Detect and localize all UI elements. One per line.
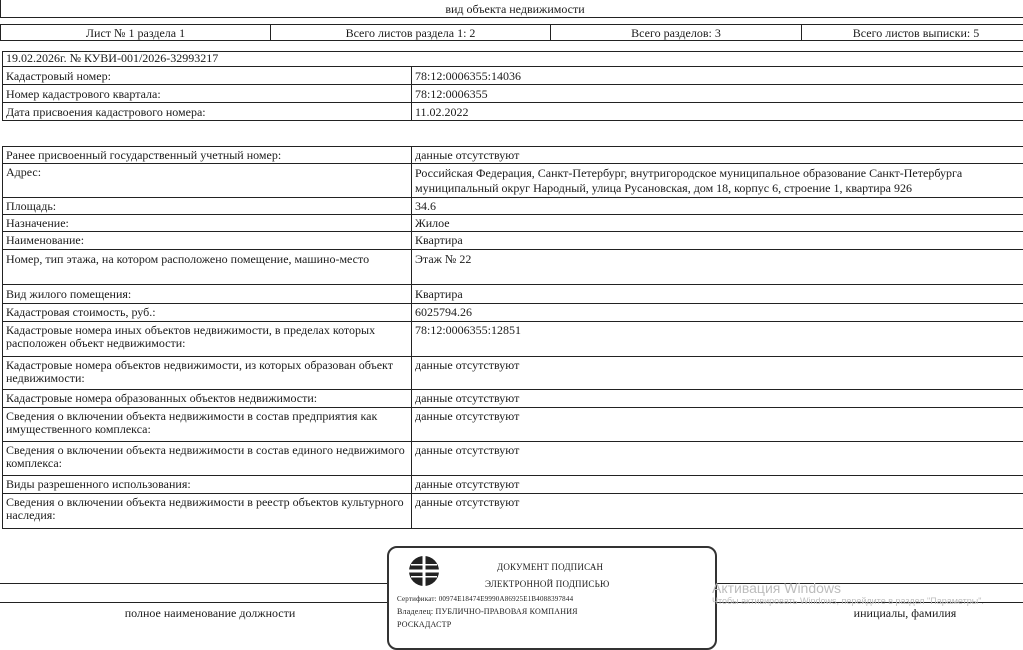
- detail-row-value: [411, 197, 1023, 215]
- sections-total-cell: [550, 24, 802, 41]
- parent-objects-value: 78:12:0006355:12851: [415, 323, 522, 337]
- detail-row-label: [2, 493, 412, 529]
- detail-row-value: [411, 407, 1023, 442]
- sheets-total-cell: [801, 24, 1023, 41]
- detail-row-label: [2, 321, 412, 357]
- detail-row-label: [2, 214, 412, 232]
- detail-row-label: [2, 356, 412, 390]
- detail-row-label: [2, 284, 412, 304]
- premises-type-label: Вид жилого помещения:: [6, 287, 132, 301]
- detail-row-label: [2, 303, 412, 322]
- assign-date-value-cell: [411, 102, 1023, 121]
- e-signature-stamp: [387, 546, 717, 650]
- detail-row-label: [2, 407, 412, 442]
- purpose-label: Назначение:: [6, 216, 69, 230]
- assign-date-label-cell: [2, 102, 412, 121]
- purpose-value: Жилое: [415, 216, 450, 230]
- detail-row-value: [411, 284, 1023, 304]
- name-value: Квартира: [415, 233, 463, 247]
- permitted-use-label: Виды разрешенного использования:: [6, 477, 191, 491]
- position-label: полное наименование должности: [124, 606, 296, 620]
- cultural-heritage-label: Сведения о включении объекта недвижимости в реестр объектов культурного наследия:: [6, 495, 404, 522]
- detail-row-label: [2, 475, 412, 494]
- cultural-heritage-value: данные отсутствуют: [415, 495, 520, 509]
- cadastral-number-label: Кадастровый номер:: [6, 69, 111, 83]
- prior-number-value: данные отсутствуют: [415, 148, 520, 162]
- date-number-cell: [2, 51, 1023, 66]
- enterprise-complex-label: Сведения о включении объекта недвижимости в состав предприятия как имущественного комплекса:: [6, 409, 378, 436]
- detail-row-value: [411, 389, 1023, 408]
- derived-objects-label: Кадастровые номера образованных объектов недвижимости:: [6, 391, 318, 405]
- cadastral-value-label: Кадастровая стоимость, руб.:: [6, 305, 156, 319]
- signed-line1: ДОКУМЕНТ ПОДПИСАН: [497, 562, 604, 572]
- detail-row-value: [411, 303, 1023, 322]
- detail-row-value: [411, 231, 1023, 250]
- floor-label: Номер, тип этажа, на котором расположено помещение, машино-место: [6, 252, 370, 266]
- cadastral-number-value: 78:12:0006355:14036: [415, 69, 522, 83]
- assign-date-label: Дата присвоения кадастрового номера:: [6, 105, 206, 119]
- parent-objects-label: Кадастровые номера иных объектов недвижимости, в пределах которых расположен объект недвижимости:: [6, 323, 376, 350]
- detail-row-label: [2, 197, 412, 215]
- cadastral-number-label-cell: [2, 66, 412, 85]
- activation-watermark-text: Чтобы активировать Windows, перейдите в раздел "Параметры".: [712, 596, 984, 606]
- detail-row-value: [411, 441, 1023, 476]
- detail-row-value: [411, 321, 1023, 357]
- derived-objects-value: данные отсутствуют: [415, 391, 520, 405]
- activation-watermark-title: Активация Windows: [712, 580, 842, 596]
- sheets-total: Всего листов выписки: 5: [852, 26, 980, 40]
- object-type-label: вид объекта недвижимости: [445, 2, 585, 16]
- permitted-use-value: данные отсутствуют: [415, 477, 520, 491]
- cadastral-number-value-cell: [411, 66, 1023, 85]
- detail-row-value: [411, 163, 1023, 198]
- date-number: 19.02.2026г. № КУВИ-001/2026-32993217: [6, 51, 219, 65]
- prior-number-label: Ранее присвоенный государственный учетный номер:: [6, 148, 282, 162]
- detail-row-label: [2, 441, 412, 476]
- certificate-line: Сертификат: 00974E18474E9990A86925E1B4088397844: [397, 595, 574, 603]
- assign-date-value: 11.02.2022: [415, 105, 469, 119]
- detail-row-value: [411, 214, 1023, 232]
- sections-total: Всего разделов: 3: [631, 26, 721, 40]
- detail-row-label: [2, 389, 412, 408]
- source-objects-value: данные отсутствуют: [415, 358, 520, 372]
- detail-row-label: [2, 249, 412, 285]
- sheet-label-cell: [0, 24, 271, 41]
- name-label: инициалы, фамилия: [853, 606, 957, 620]
- quarter-number-label-cell: [2, 84, 412, 103]
- name-label: Наименование:: [6, 233, 85, 247]
- detail-row-label: [2, 231, 412, 250]
- quarter-number-value-cell: [411, 84, 1023, 103]
- detail-row-value: [411, 475, 1023, 494]
- sheets-in-section-cell: [270, 24, 551, 41]
- premises-type-value: Квартира: [415, 287, 463, 301]
- quarter-number-label: Номер кадастрового квартала:: [6, 87, 161, 101]
- sheet-label: Лист № 1 раздела 1: [85, 26, 186, 40]
- floor-value: Этаж № 22: [415, 252, 472, 266]
- object-type-bar: [0, 0, 1023, 18]
- source-objects-label: Кадастровые номера объектов недвижимости, из которых образован объект недвижимости:: [6, 358, 393, 385]
- address-value: Российская Федерация, Санкт-Петербург, внутригородское муниципальное образование Санкт-Петербурга муниципальный округ Народный, улица Русановская, дом 18, корпус 6, строение 1, квартира 926: [415, 166, 963, 195]
- owner-line: Владелец: ПУБЛИЧНО-ПРАВОВАЯ КОМПАНИЯ: [397, 607, 578, 616]
- single-complex-label: Сведения о включении объекта недвижимости в состав единого недвижимого комплекса:: [6, 443, 405, 470]
- single-complex-value: данные отсутствуют: [415, 443, 520, 457]
- area-label: Площадь:: [6, 199, 57, 213]
- detail-row-value: [411, 356, 1023, 390]
- area-value: 34.6: [415, 199, 436, 213]
- enterprise-complex-value: данные отсутствуют: [415, 409, 520, 423]
- address-label: Адрес:: [6, 165, 42, 179]
- quarter-number-value: 78:12:0006355: [415, 87, 488, 101]
- detail-row-label: [2, 146, 412, 164]
- detail-row-value: [411, 146, 1023, 164]
- sheets-in-section: Всего листов раздела 1: 2: [345, 26, 476, 40]
- detail-row-value: [411, 493, 1023, 529]
- cadastral-value-value: 6025794.26: [415, 305, 472, 319]
- detail-row-value: [411, 249, 1023, 285]
- emblem-icon: [407, 554, 441, 588]
- signed-line2: ЭЛЕКТРОННОЙ ПОДПИСЬЮ: [485, 579, 610, 589]
- detail-row-label: [2, 163, 412, 198]
- owner-line2: РОСКАДАСТР: [397, 620, 452, 629]
